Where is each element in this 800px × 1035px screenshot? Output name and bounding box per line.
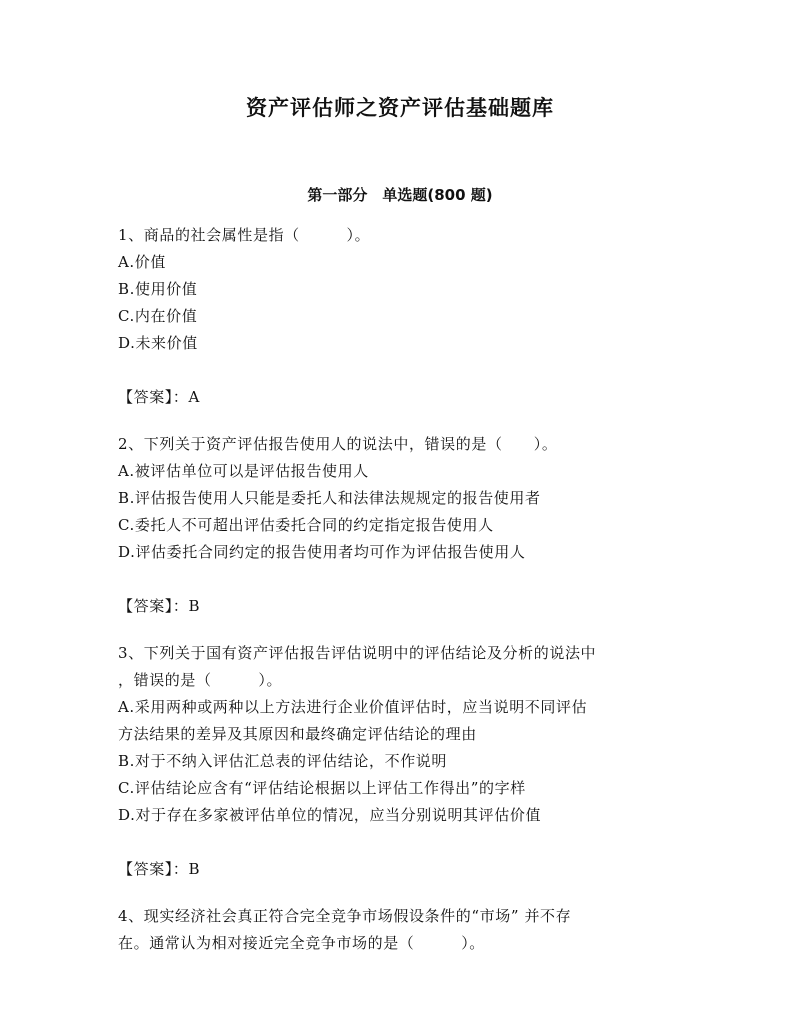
question-1: [118, 222, 678, 411]
question-stem: 2、下列关于资产评估报告使用人的说法中，错误的是（ ）。: [118, 435, 558, 453]
question-stem: 1、商品的社会属性是指（ ）。: [118, 226, 371, 244]
answer-value: B: [188, 860, 201, 878]
answer-label: 【答案】：: [118, 860, 189, 878]
question-stem: 4、现实经济社会真正符合完全竞争市场假设条件的“市场” 并不存: [118, 907, 572, 925]
option-a: A.价值: [118, 253, 167, 271]
question-stem-continued: 在。通常认为相对接近完全竞争市场的是（ ）。: [118, 934, 485, 952]
section-heading: 第一部分 单选题(800 题): [307, 186, 493, 204]
answer-label: 【答案】：: [118, 597, 189, 615]
option-c: C.内在价值: [118, 307, 198, 325]
answer-value: A: [188, 388, 200, 406]
question-stem-continued: ，错误的是（ ）。: [118, 671, 283, 689]
question-stem: 3、下列关于国有资产评估报告评估说明中的评估结论及分析的说法中: [118, 644, 597, 662]
answer-value: B: [188, 597, 201, 615]
option-a-continued: 方法结果的差异及其原因和最终确定评估结论的理由: [118, 725, 477, 743]
answer-line: [118, 384, 678, 411]
question-3: [118, 640, 678, 883]
option-d: D.评估委托合同约定的报告使用者均可作为评估报告使用人: [118, 543, 526, 561]
option-a: A.被评估单位可以是评估报告使用人: [118, 462, 369, 480]
answer-label: 【答案】：: [118, 388, 189, 406]
option-c: C.评估结论应含有“评估结论根据以上评估工作得出”的字样: [118, 779, 526, 797]
question-list: [118, 222, 678, 957]
question-2: [118, 431, 678, 620]
option-d: D.对于存在多家被评估单位的情况，应当分别说明其评估价值: [118, 806, 542, 824]
option-d: D.未来价值: [118, 334, 198, 352]
option-b: B.评估报告使用人只能是委托人和法律法规规定的报告使用者: [118, 489, 541, 507]
answer-line: [118, 856, 678, 883]
page-title: 资产评估师之资产评估基础题库: [246, 96, 554, 120]
option-b: B.使用价值: [118, 280, 198, 298]
option-a: A.采用两种或两种以上方法进行企业价值评估时，应当说明不同评估: [118, 698, 588, 716]
option-c: C.委托人不可超出评估委托合同的约定指定报告使用人: [118, 516, 494, 534]
option-b: B.对于不纳入评估汇总表的评估结论，不作说明: [118, 752, 447, 770]
answer-line: [118, 593, 678, 620]
question-4: [118, 903, 678, 957]
